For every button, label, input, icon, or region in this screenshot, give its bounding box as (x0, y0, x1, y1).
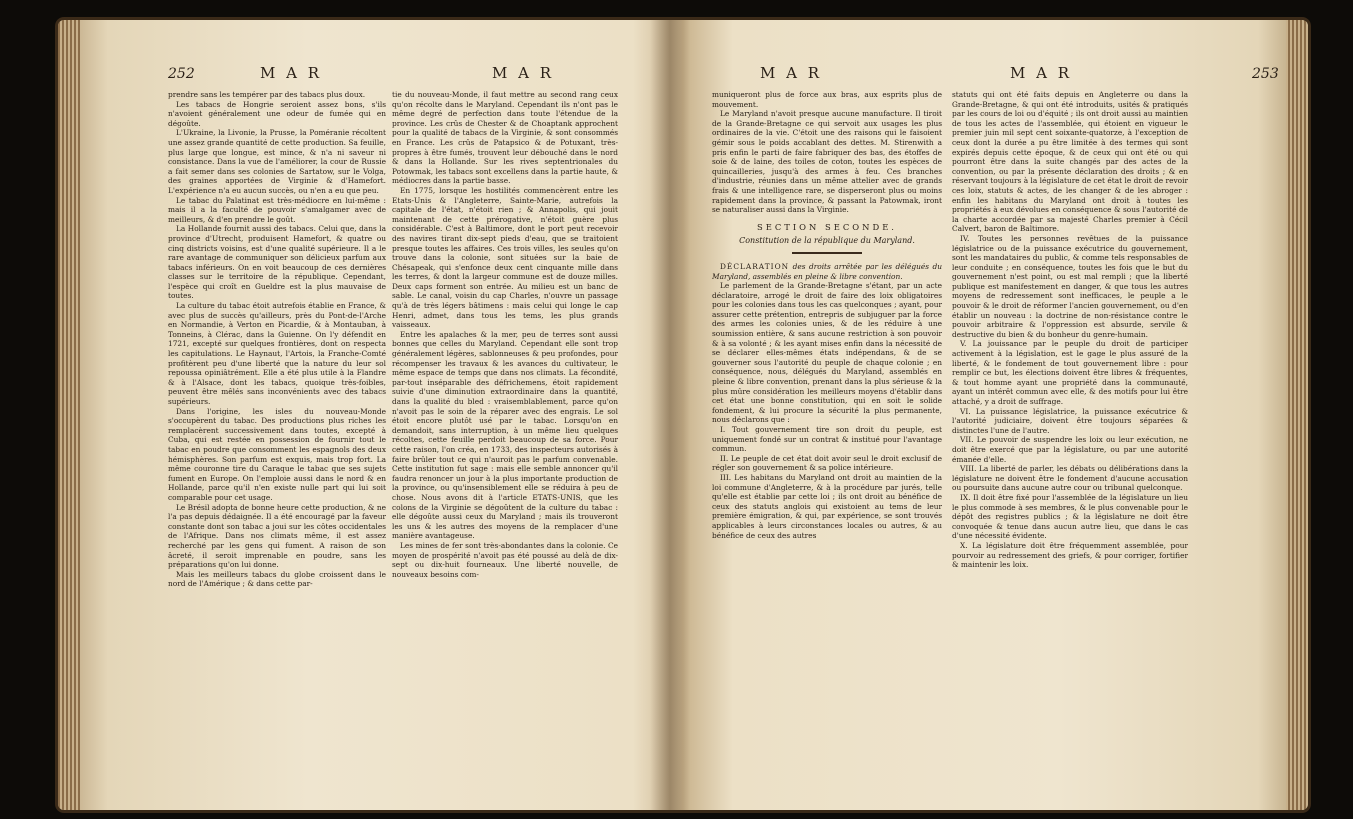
paragraph: II. Le peuple de cet état doit avoir seul le droit exclusif de régler son gouvernement & sa police intérieure. (712, 453, 942, 473)
paragraph: La culture du tabac étoit autrefois établie en France, & avec plus de succès qu'ailleurs, près du Pont-de-l'Arche en Normandie, à Verton en Picardie, & à Montauban, à Tonneins, à Clérac, dans la Guienne. On l'y défendit en 1721, excepté sur quelques frontières, dont on respecta les capitulations. Le Haynaut, l'Artois, la Franche-Comté profitèrent peu d'une liberté que la nature du leur sol repoussa opiniâtrément. Elle a été plus utile à la Flandre & à l'Alsace, dont les tabacs, quoique très-foibles, peuvent être mêlés sans inconvénients avec des tabacs supérieurs. (168, 301, 386, 406)
paragraph: L'Ukraine, la Livonie, la Prusse, la Poméranie récoltent une assez grande quantité de cette production. Sa feuille, plus large que longue, est mince, & n'a ni saveur ni consistance. Dans la vue de l'améliorer, la cour de Russie a fait semer dans ses colonies de Sartatow, sur le Volga, des graines apportées de Virginie & d'Hamefort. L'expérience n'a eu aucun succès, ou n'en a eu que peu. (168, 128, 386, 195)
paragraph: Les mines de fer sont très-abondantes dans la colonie. Ce moyen de prospérité n'avoit pas été poussé au delà de dix-sept ou dix-huit fourneaux. Une liberté nouvelle, de nouveaux besoins com- (392, 540, 618, 579)
paragraph: Le tabac du Palatinat est très-médiocre en lui-même : mais il a la faculté de pouvoir s'amalgamer avec de meilleurs, & d'en prendre le goût. (168, 195, 386, 224)
left-header-right: M A R (492, 64, 555, 82)
paragraph: III. Les habitans du Maryland ont droit au maintien de la loi commune d'Angleterre, & à la procédure par jurés, telle qu'elle est établie par cette loi ; ils ont droit au bénéfice de ceux des statuts anglois qui existoient au tems de leur première émigration, & qui, par expérience, se sont trouvés applicables à leurs circonstances locales ou autres, & au bénéfice de ceux des autres (712, 472, 942, 540)
paragraph: tie du nouveau-Monde, il faut mettre au second rang ceux qu'on récolte dans le Maryland. Cependant ils n'ont pas le même degré de perfection dans toute l'étendue de la province. Les crûs de Chester & de Choaptank approchent pour la qualité de tabacs de la Virginie, & sont consommés en France. Les crûs de Patapsico & de Potuxant, très-propres à être fumés, trouvent leur débouché dans le nord & dans la Hollande. Sur les rives septentrionales du Potowmak, les tabacs sont excellens dans la partie haute, & médiocres dans la partie basse. (392, 90, 618, 186)
paragraph: La Hollande fournit aussi des tabacs. Celui que, dans la province d'Utrecht, produisent Hamefort, & quatre ou cinq districts voisins, est d'une qualité supérieure. Il a le rare avantage de communiquer son délicieux parfum aux tabacs inférieurs. On en voit beaucoup de ces dernières classes sur le territoire de la république. Cependant, l'espèce qui croît en Gueldre est la plus mauvaise de toutes. (168, 224, 386, 301)
right-column-1 (712, 90, 942, 798)
paragraph: I. Tout gouvernement tire son droit du peuple, est uniquement fondé sur un contrat & institué pour l'avantage commun. (712, 425, 942, 454)
paragraph: Le parlement de la Grande-Bretagne s'étant, par un acte déclaratoire, arrogé le droit de faire des loix obligatoires pour les colonies dans tous les cas quelconques ; ayant, pour assurer cette prétention, entrepris de subjuguer par la force des armes les colonies unies, & de les réduire à une soumission entière, & sans aucune restriction à son pouvoir & à sa volonté ; & les ayant mises enfin dans la nécessité de se déclarer elles-mêmes états indépendans, & de se gouverner sous l'autorité du peuple de chaque colonie ; en conséquence, nous, délégués du Maryland, assemblés en pleine & libre convention, prenant dans la plus sérieuse & la plus mûre considération les meilleurs moyens d'établir dans cet état une bonne constitution, qui en soit le solide fondement, & lui procure la sécurité la plus permanente, nous déclarons que : (712, 281, 942, 425)
page-edges-right (1286, 20, 1308, 810)
paragraph: VII. Le pouvoir de suspendre les loix ou leur exécution, ne doit être exercé que par la législature, ou par une autorité émanée d'elle. (952, 435, 1188, 464)
paragraph: Le Brésil adopta de bonne heure cette production, & ne l'a pas depuis dédaignée. Il a été encouragé par la faveur constante dont son tabac a joui sur les côtes occidentales de l'Afrique. Dans nos climats même, il est assez recherché par les gens qui fument. A raison de son âcreté, il seroit imprenable en poudre, sans les préparations qu'on lui donne. (168, 502, 386, 570)
left-column-1 (168, 90, 386, 798)
declaration-head-rest: des droits arrêtée par les délégués du Maryland, assemblés en pleine & libre convention. (712, 261, 942, 281)
declaration-heading (712, 262, 942, 281)
paragraph: Le Maryland n'avoit presque aucune manufacture. Il tiroit de la Grande-Bretagne ce qui servoit aux usages les plus ordinaires de la vie. C'étoit une des raisons qui le faisoient gémir sous le poids accablant des dettes. M. Stirenwith a pris enfin le parti de faire fabriquer des bas, des étoffes de soie & de laine, des toiles de coton, toutes les espèces de quincailleries, jusqu'à des armes à feu. Ces branches d'industrie, réunies dans un même attelier avec de grands frais & une intelligence rare, se disperseront plus ou moins rapidement dans la province, & passant la Patowmak, iront se naturaliser aussi dans la Virginie. (712, 109, 942, 215)
paragraph: Les tabacs de Hongrie seroient assez bons, s'ils n'avoient généralement une odeur de fumée qui en dégoûte. (168, 99, 386, 128)
left-page-number: 252 (168, 66, 195, 82)
paragraph: muniqueront plus de force aux bras, aux esprits plus de mouvement. (712, 90, 942, 109)
paragraph: IX. Il doit être fixé pour l'assemblée de la législature un lieu le plus commode à ses membres, & le plus convenable pour le dépôt des registres publics ; & la législature ne doit être convoquée & tenue dans aucun autre lieu, que dans le cas d'une nécessité évidente. (952, 492, 1188, 541)
left-column-2 (392, 90, 618, 798)
section-subtitle: Constitution de la république du Maryland. (739, 236, 915, 246)
section-rule (792, 252, 862, 254)
book-gutter (650, 20, 690, 810)
right-header-left: M A R (760, 64, 823, 82)
section-title: SECTION SECONDE. (757, 221, 897, 232)
paragraph: Entre les apalaches & la mer, peu de terres sont aussi bonnes que celles du Maryland. Cependant elle sont trop généralement légères, sablonneuses & peu profondes, pour récompenser les travaux & les avances du cultivateur, le même espace de temps que dans nos climats. La fécondité, par-tout inséparable des défrichemens, étoit rapidement suivie d'une diminution extraordinaire dans la quantité, dans la qualité du bled : vraisemblablement, parce qu'on n'avoit pas le soin de la réparer avec des engrais. Le sol étoit encore plutôt usé par le tabac. Lorsqu'on en demandoit, sans interruption, à un même lieu quelques récoltes, cette feuille perdoit beaucoup de sa force. Pour cette raison, l'on créa, en 1733, des inspecteurs autorisés à faire brûler tout ce qui n'auroit pas le parfum convenable. Cette institution fut sage : mais elle semble annoncer qu'il faudra renoncer un jour à la plus importante production de la province, ou qu'insensiblement elle se réduira à peu de chose. Nous avons dit à l'article ETATS-UNIS, que les colons de la Virginie se dégoûtent de la culture du tabac : elle dégoûte aussi ceux du Maryland ; mais ils trouveront les uns & les autres des moyens de la remplacer d'une manière avantageuse. (392, 329, 618, 541)
paragraph: VI. La puissance législatrice, la puissance exécutrice & l'autorité judiciaire, doivent être toujours séparées & distinctes l'une de l'autre. (952, 406, 1188, 435)
paragraph: VIII. La liberté de parler, les débats ou délibérations dans la législature ne doivent être le fondement d'aucune accusation ou poursuite dans aucune autre cour ou tribunal quelconque. (952, 464, 1188, 493)
paragraph: Dans l'origine, les isles du nouveau-Monde s'occupèrent du tabac. Des productions plus riches les remplacèrent successivement dans toutes, excepté à Cuba, qui est restée en possession de fournir tout le tabac en poudre que consomment les espagnols des deux hémisphères. Son parfum est exquis, mais trop fort. La même couronne tire du Caraque le tabac que ses sujets fument en Europe. On l'emploie aussi dans le nord & en Hollande, parce qu'il n'en existe nulle part qui lui soit comparable pour cet usage. (168, 406, 386, 502)
left-header-left: M A R (260, 64, 323, 82)
page-edges-left (58, 20, 80, 810)
paragraph: En 1775, lorsque les hostilités commencèrent entre les Etats-Unis & l'Angleterre, Sainte-Marie, autrefois la capitale de l'état, n'étoit rien ; & Annapolis, qui jouit maintenant de cette prérogative, n'étoit guère plus considérable. C'est à Baltimore, dont le port peut recevoir des navires tirant dix-sept pieds d'eau, que se traitoient presque toutes les affaires. Ces trois villes, les seules qu'on trouve dans la colonie, sont situées sur la baie de Chésapeak, qui s'enfonce deux cent cinquante mille dans les terres, & dont la largeur commune est de douze milles. Deux caps forment son entrée. Au milieu est un banc de sable. Le canal, voisin du cap Charles, n'ouvre un passage qu'à de très légers bâtimens : mais celui qui longe le cap Henri, admet, dans tous les tems, les plus grands vaisseaux. (392, 185, 618, 330)
paragraph: V. La jouissance par le peuple du droit de participer activement à la législation, est le gage le plus assuré de la liberté, & le fondement de tout gouvernement libre : pour remplir ce but, les élections doivent être libres & fréquentes, & tout homme ayant une propriété dans la communauté, ayant un intérêt commun avec elle, & des motifs pour lui être attaché, y a droit de suffrage. (952, 339, 1188, 406)
right-column-2 (952, 90, 1188, 798)
right-header-right: M A R (1010, 64, 1073, 82)
right-page-number: 253 (1252, 66, 1279, 82)
paragraph: IV. Toutes les personnes revêtues de la puissance législatrice ou de la puissance exécutrice du gouvernement, sont les mandataires du public, & comme tels responsables de leur conduite ; en conséquence, toutes les fois que le but du gouvernement n'est point, ou est mal rempli ; que la liberté publique est manifestement en danger, & que tous les autres moyens de redressement sont inefficaces, le peuple a le pouvoir & le droit de réformer l'ancien gouvernement, ou d'en établir un nouveau : la doctrine de non-résistance contre le pouvoir arbitraire & l'oppression est absurde, servile & destructive du bien & du bonheur du genre-humain. (952, 233, 1188, 339)
paragraph: statuts qui ont été faits depuis en Angleterre ou dans la Grande-Bretagne, & qui ont été introduits, usités & pratiqués par les cours de loi ou d'équité ; ils ont droit aussi au maintien de tous les actes de l'assemblée, qui étoient en vigueur le premier juin mil sept cent soixante-quatorze, à l'exception de ceux dont la durée a pu être limitée à des termes qui sont expirés depuis cette époque, & de ceux qui ont été ou qui pourront être dans la suite changés par des actes de la convention, ou par la présente déclaration des droits ; & en réservant toujours à la législature de cet état le droit de revoir ces loix, statuts & actes, de les changer & de les abroger : enfin les habitans du Maryland ont droit à toutes les propriétés à eux dévolues en conséquence & sous l'autorité de la charte accordée par sa majesté Charles premier à Cécil Calvert, baron de Baltimore. (952, 90, 1188, 234)
declaration-head-word: DÉCLARATION (720, 261, 790, 271)
paragraph: prendre sans les tempérer par des tabacs plus doux. (168, 90, 366, 99)
paragraph: X. La législature doit être fréquemment assemblée, pour pourvoir au redressement des griefs, & pour corriger, fortifier & maintenir les loix. (952, 540, 1188, 570)
right-column-1-top (712, 90, 942, 215)
paragraph: Mais les meilleurs tabacs du globe croissent dans le nord de l'Amérique ; & dans cette par- (168, 569, 386, 589)
right-column-1-bottom (712, 281, 942, 540)
